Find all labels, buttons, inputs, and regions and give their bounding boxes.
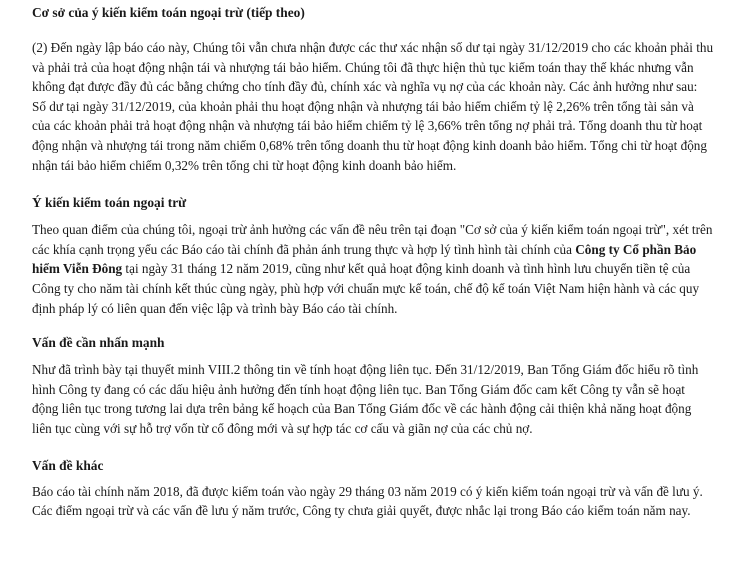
opinion-paragraph <box>32 220 714 318</box>
section-heading: Ý kiến kiểm toán ngoại trừ <box>32 195 187 211</box>
company-name: Công ty Cổ phần Bảo hiểm Viễn Đông <box>32 241 697 277</box>
other-matter-paragraph: Báo cáo tài chính năm 2018, đã được kiểm toán vào ngày 29 tháng 03 năm 2019 có ý kiến kiểm toán ngoại trừ và vấn đề lưu ý. Các điểm ngoại trừ và các vấn đề lưu ý năm trước, Công ty chưa giải quyết, được nhắc lại trong Báo cáo kiểm toán năm nay. <box>32 483 703 519</box>
other-matter-section <box>32 457 714 521</box>
basis-paragraph: (2) Đến ngày lập báo cáo này, Chúng tôi vẫn chưa nhận được các thư xác nhận số dư tại ngày 31/12/2019 cho các khoản phải thu và phải trả của hoạt động nhận tái và nhượng tái bảo hiểm. Chúng tôi đã thực hiện thủ tục kiểm toán thay thế khác nhưng vẫn không đạt được đầy đủ các bằng chứng cho tính đầy đủ, chính xác và nghĩa vụ nợ của các khoản này. Các ảnh hưởng như sau: Số dư tại ngày 31/12/2019, của khoản phải thu hoạt động nhận và nhượng tái bảo hiểm chiếm tỷ lệ 2,26% trên tổng tài sản và của các khoản phải trả hoạt động nhận và nhượng tái bảo hiểm chiếm tỷ lệ 3,66% trên tổng nợ phải trả. Tổng doanh thu từ hoạt động nhận và nhượng tái trong năm chiếm 0,68% trên tổng doanh thu từ hoạt động kinh doanh bảo hiểm. Tổng chi từ hoạt động nhận tái bảo hiểm chiếm 0,32% trên tổng chi từ hoạt động kinh doanh bảo hiểm. <box>32 40 714 173</box>
section-heading: Vấn đề cần nhấn mạnh <box>32 335 165 351</box>
emphasis-of-matter-section <box>32 334 714 438</box>
emphasis-paragraph: Như đã trình bày tại thuyết minh VIII.2 thông tin về tính hoạt động liên tục. Đến 31/12/2019, Ban Tổng Giám đốc hiểu rõ tình hình Công ty đang có các dấu hiệu ảnh hưởng đến tính hoạt động liên tục. Ban Tổng Giám đốc cam kết Công ty vẫn sẽ hoạt động liên tục trong tương lai dựa trên bảng kế hoạch của Ban Tổng Giám đốc về các hành động cải thiện khả năng hoạt động liên tục cùng với sự hỗ trợ vốn từ cổ đông mới và sự hợp tác cơ cấu và giãn nợ của các chủ nợ. <box>32 362 699 436</box>
section-heading: Cơ sở của ý kiến kiểm toán ngoại trừ (tiếp theo) <box>32 5 305 20</box>
basis-for-qualified-opinion-section <box>32 4 714 175</box>
audit-report-excerpt <box>32 4 714 521</box>
section-heading: Vấn đề khác <box>32 457 104 473</box>
qualified-opinion-section <box>32 194 714 318</box>
opinion-text-after: tại ngày 31 tháng 12 năm 2019, cũng như kết quả hoạt động kinh doanh và tình hình lưu chuyển tiền tệ của Công ty cho năm tài chính kết thúc cùng ngày, phù hợp với chuẩn mực kế toán, chế độ kế toán Việt Nam hiện hành và các quy định pháp lý có liên quan đến việc lập và trình bày Báo cáo tài chính. <box>32 261 700 316</box>
opinion-text-before: Theo quan điểm của chúng tôi, ngoại trừ ảnh hưởng các vấn đề nêu trên tại đoạn "Cơ sở của ý kiến kiểm toán ngoại trừ", xét trên các khía cạnh trọng yếu các Báo cáo tài chính đã phản ánh trung thực và hợp lý tình hình tài chính của <box>32 222 713 257</box>
